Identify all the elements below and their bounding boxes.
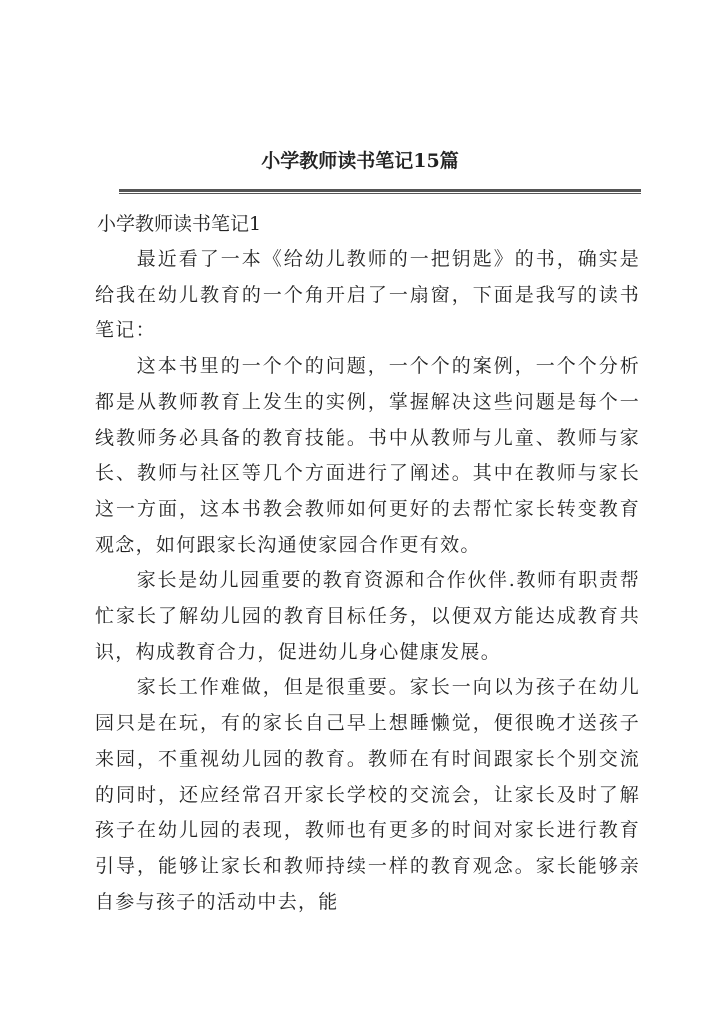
- body-text: [95, 242, 640, 920]
- paragraph-4: 家长工作难做，但是很重要。家长一向以为孩子在幼儿园只是在玩，有的家长自己早上想睡懒觉，便很晚才送孩子来园，不重视幼儿园的教育。教师在有时间跟家长个别交流的同时，还应经常召开家长学校的交流会，让家长及时了解孩子在幼儿园的表现，教师也有更多的时间对家长进行教育引导，能够让家长和教师持续一样的教育观念。家长能够亲自参与孩子的活动中去，能: [95, 676, 640, 913]
- section-heading: 小学教师读书笔记1: [97, 213, 262, 235]
- paragraph-3: 家长是幼儿园重要的教育资源和合作伙伴.教师有职责帮忙家长了解幼儿园的教育目标任务，以便双方能达成教育共识，构成教育合力，促进幼儿身心健康发展。: [95, 569, 640, 663]
- paragraph-1: 最近看了一本《给幼儿教师的一把钥匙》的书，确实是给我在幼儿教育的一个角开启了一扇窗，下面是我写的读书笔记：: [95, 248, 640, 342]
- title-divider: [119, 189, 641, 194]
- paragraph-2: 这本书里的一个个的问题，一个个的案例，一个个分析都是从教师教育上发生的实例，掌握解决这些问题是每个一线教师务必具备的教育技能。书中从教师与儿童、教师与家长、教师与社区等几个方面进行了阐述。其中在教师与家长这一方面，这本书教会教师如何更好的去帮忙家长转变教育观念，如何跟家长沟通使家园合作更有效。: [95, 355, 640, 556]
- document-title: 小学教师读书笔记15篇: [261, 150, 459, 172]
